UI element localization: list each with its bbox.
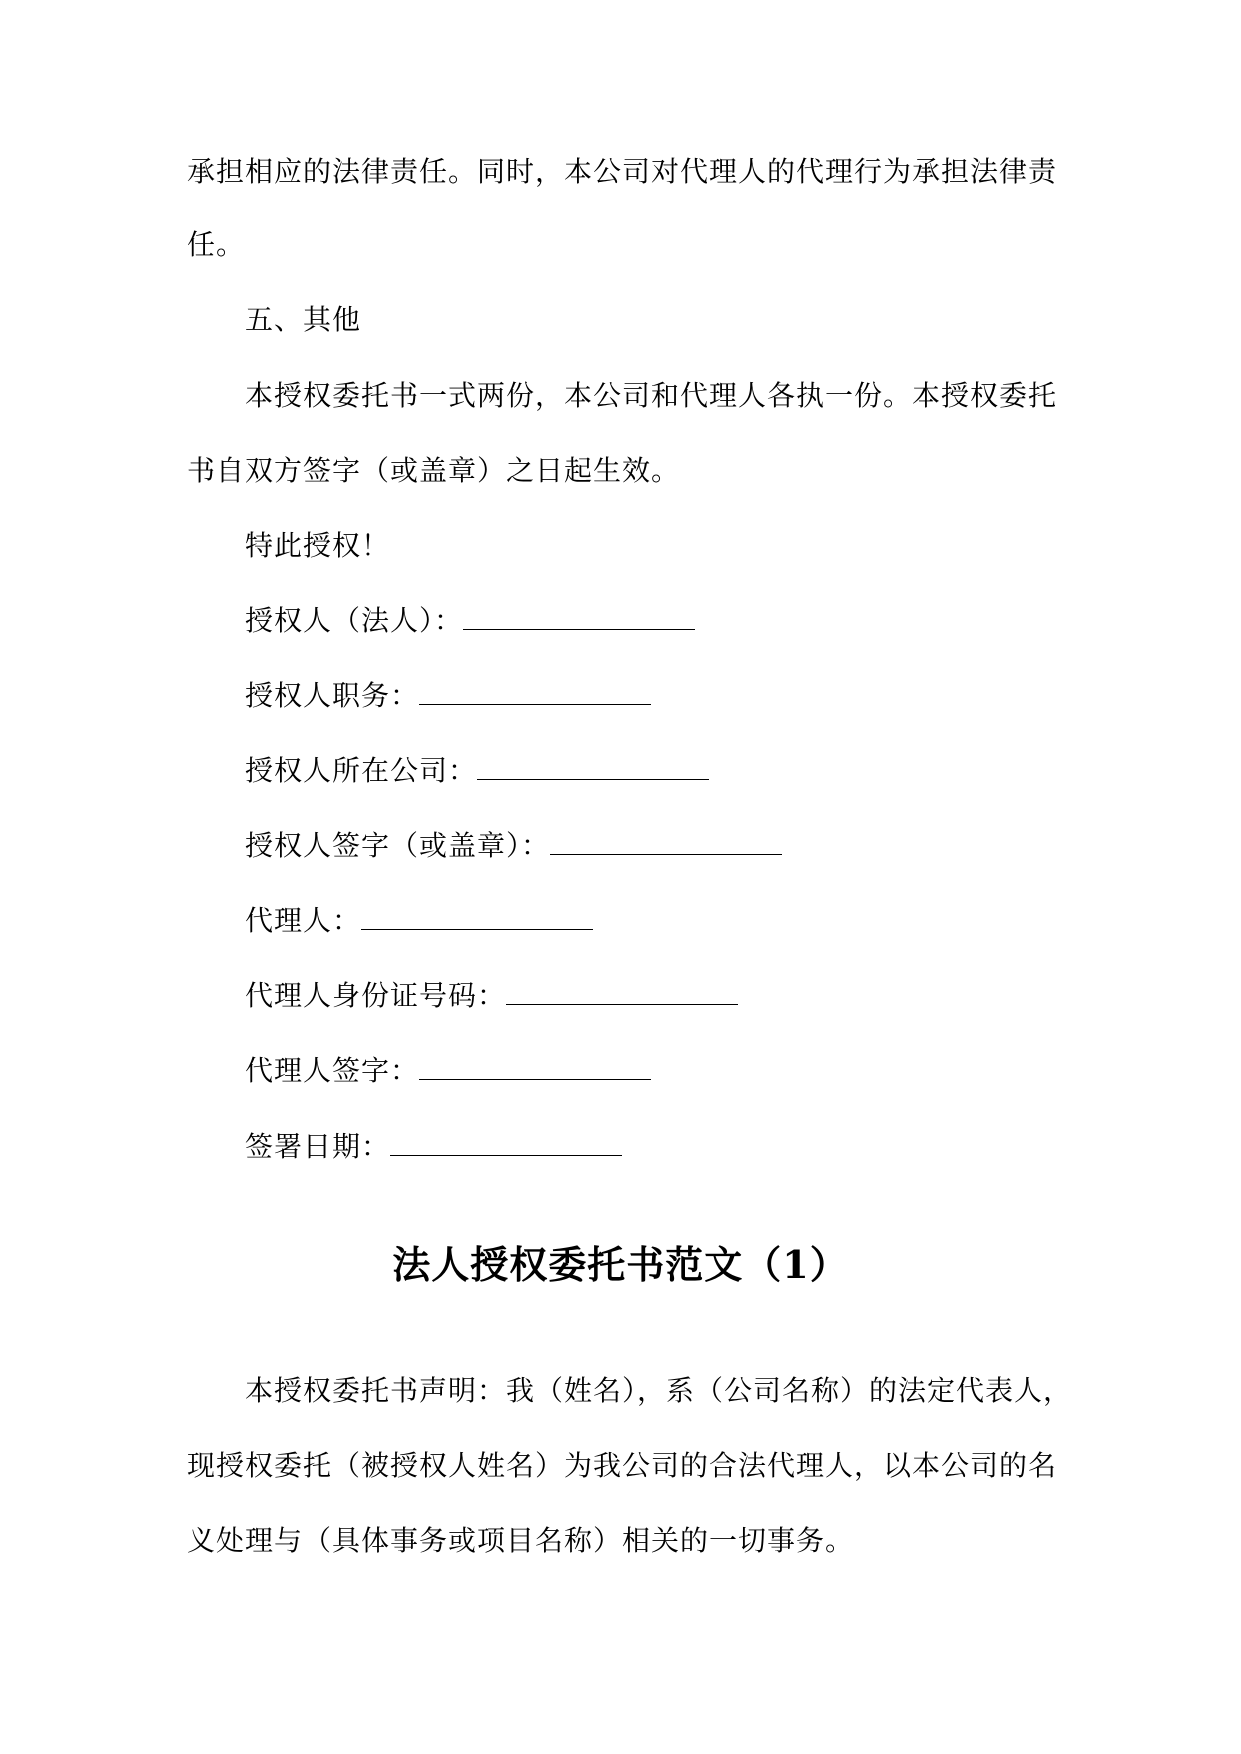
field-label: 授权人（法人）： bbox=[245, 604, 464, 637]
blank-line bbox=[361, 905, 593, 930]
paragraph-copies-line-1: 本授权委托书一式两份，本公司和代理人各执一份。本授权委托 bbox=[245, 379, 1058, 412]
field-label: 代理人签字： bbox=[245, 1054, 420, 1087]
field-label: 代理人身份证号码： bbox=[245, 979, 507, 1012]
paragraph-liability-line-2: 任。 bbox=[187, 228, 246, 261]
paragraph-statement-line-1: 本授权委托书声明：我（姓名），系（公司名称）的法定代表人， bbox=[245, 1374, 1073, 1407]
blank-line bbox=[550, 830, 782, 855]
blank-line bbox=[506, 980, 738, 1005]
field-label: 签署日期： bbox=[245, 1130, 391, 1163]
field-label: 授权人所在公司： bbox=[245, 754, 478, 787]
field-grantor-company bbox=[245, 751, 709, 791]
field-grantor-signature bbox=[245, 826, 782, 866]
paragraph-statement-line-3: 义处理与（具体事务或项目名称）相关的一切事务。 bbox=[187, 1524, 855, 1557]
field-label: 授权人职务： bbox=[245, 679, 420, 712]
paragraph-copies-line-2: 书自双方签字（或盖章）之日起生效。 bbox=[187, 454, 681, 487]
section-heading-other: 五、其他 bbox=[245, 303, 362, 336]
field-signing-date bbox=[245, 1127, 622, 1167]
field-label: 授权人签字（或盖章）： bbox=[245, 829, 551, 862]
blank-line bbox=[463, 605, 695, 630]
closing-statement: 特此授权！ bbox=[245, 529, 391, 562]
blank-line bbox=[477, 755, 709, 780]
field-agent-name bbox=[245, 901, 593, 941]
document-title: 法人授权委托书范文（1） bbox=[392, 1242, 849, 1287]
blank-line bbox=[390, 1131, 622, 1156]
paragraph-liability-line-1: 承担相应的法律责任。同时，本公司对代理人的代理行为承担法律责 bbox=[187, 155, 1058, 188]
field-grantor-legal-person bbox=[245, 601, 695, 641]
field-label: 代理人： bbox=[245, 904, 362, 937]
field-agent-id-number bbox=[245, 976, 738, 1016]
field-grantor-position bbox=[245, 676, 651, 716]
field-agent-signature bbox=[245, 1051, 651, 1091]
paragraph-statement-line-2: 现授权委托（被授权人姓名）为我公司的合法代理人，以本公司的名 bbox=[187, 1449, 1058, 1482]
blank-line bbox=[419, 680, 651, 705]
blank-line bbox=[419, 1055, 651, 1080]
